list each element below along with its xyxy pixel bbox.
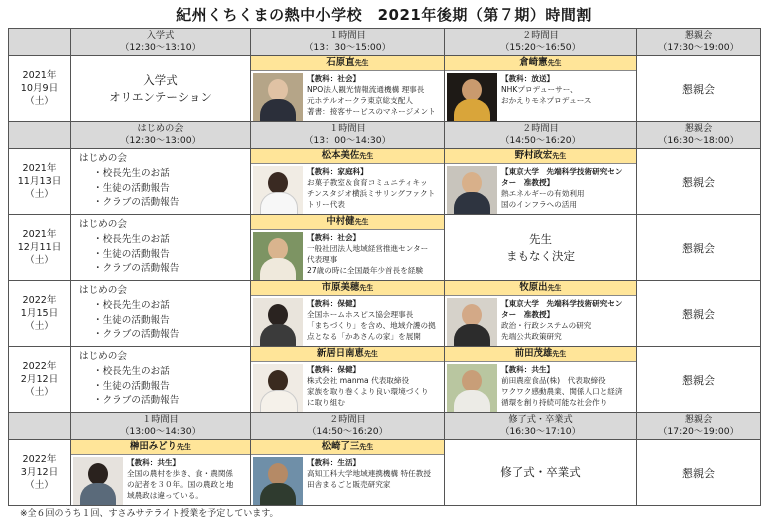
header-entrance: 入学式 （12:30～13:10） xyxy=(71,29,251,56)
opening-agenda: はじめの会 ・校長先生のお話 ・生徒の活動報告 ・クラブの活動報告 xyxy=(71,215,251,281)
konshinkai-cell: 懇親会 xyxy=(637,440,761,506)
teacher-photo xyxy=(253,232,303,280)
teacher-photo xyxy=(447,364,497,412)
header-konshinkai: 懇親会 （17:30～19:00） xyxy=(637,29,761,56)
header-row xyxy=(9,122,761,149)
teacher-tbd-cell: 先生 まもなく決定 xyxy=(445,215,637,281)
page-title: 紀州くちくまの熱中小学校 2021年後期（第７期）時間割 xyxy=(176,6,592,24)
header-opening: はじめの会 （12:30～13:00） xyxy=(71,122,251,149)
header-period-1: １時間目 （13:00～14:30） xyxy=(71,413,251,440)
teacher-photo xyxy=(253,298,303,346)
teacher-photo xyxy=(447,298,497,346)
teacher-name: 松本美佐先生 xyxy=(251,149,444,164)
teacher-name: 新居日南恵先生 xyxy=(251,347,444,362)
date-cell: 2022年 2月12日 （土） xyxy=(9,347,71,413)
teacher-photo xyxy=(253,73,303,121)
entrance-ceremony-cell: 入学式 オリエンテーション xyxy=(71,56,251,122)
header-konshinkai: 懇親会 （16:30～18:00） xyxy=(637,122,761,149)
date-cell: 2021年 12月11日 （土） xyxy=(9,215,71,281)
teacher-name: 中村健先生 xyxy=(251,215,444,230)
lesson-cell: 野村政宏先生 【東京大学 先端科学技術研究セン ター 准教授】 熱エネルギーの有効利用 国のインフラへの活用 xyxy=(445,149,637,215)
footnote: ※全６回のうち１回、すさみサテライト授業を予定しています。 xyxy=(20,509,279,519)
teacher-name: 野村政宏先生 xyxy=(445,149,636,164)
opening-agenda: はじめの会 ・校長先生のお話 ・生徒の活動報告 ・クラブの活動報告 xyxy=(71,347,251,413)
table-row xyxy=(9,149,761,215)
lesson-cell: 石原直先生 【教科：社会】 NPO法人観光情報流通機構 理事長 元ホテルオークラ東京総支配人 著書：接客サービスのマネージメント xyxy=(251,56,445,122)
table-row xyxy=(9,347,761,413)
header-graduation: 修了式・卒業式 （16:30～17:10） xyxy=(445,413,637,440)
lesson-cell: 前田茂雄先生 【教科：共生】 前田農産食品(株) 代表取締役 ワクワク感動農業、関係人口と経済 循環を創り持続可能な社会作り xyxy=(445,347,637,413)
konshinkai-cell: 懇親会 xyxy=(637,56,761,122)
teacher-photo xyxy=(447,73,497,121)
header-period-1: １時間目 （13：00～14:30） xyxy=(251,122,445,149)
header-period-2: ２時間目 （14:50～16:20） xyxy=(251,413,445,440)
header-period-2: ２時間目 （15:20～16:50） xyxy=(445,29,637,56)
lesson-cell: 倉崎憲先生 【教科：放送】 NHKプロデューサー、 おかえりモネプロデュース xyxy=(445,56,637,122)
opening-agenda: はじめの会 ・校長先生のお話 ・生徒の活動報告 ・クラブの活動報告 xyxy=(71,281,251,347)
teacher-name: 榊田みどり先生 xyxy=(71,440,250,455)
teacher-photo xyxy=(253,457,303,505)
opening-agenda: はじめの会 ・校長先生のお話 ・生徒の活動報告 ・クラブの活動報告 xyxy=(71,149,251,215)
lesson-cell: 新居日南恵先生 【教科：保健】 株式会社 manma 代表取締役 家族を取り巻くより良い環境づくり に取り組む xyxy=(251,347,445,413)
teacher-name: 松崎了三先生 xyxy=(251,440,444,455)
schedule-table xyxy=(8,28,761,506)
table-row xyxy=(9,56,761,122)
date-cell: 2022年 1月15日 （土） xyxy=(9,281,71,347)
teacher-name: 牧原出先生 xyxy=(445,281,636,296)
table-row xyxy=(9,281,761,347)
corner-cell xyxy=(9,122,71,149)
lesson-cell: 中村健先生 【教科：社会】 一般社団法人地域経営推進センター 代表理事 27歳の時に全国最年少首長を経験 xyxy=(251,215,445,281)
date-cell: 2021年 11月13日 （土） xyxy=(9,149,71,215)
teacher-name: 前田茂雄先生 xyxy=(445,347,636,362)
teacher-name: 石原直先生 xyxy=(251,56,444,71)
header-konshinkai: 懇親会 （17:20～19:00） xyxy=(637,413,761,440)
lesson-cell: 市原美穂先生 【教科：保健】 全国ホームホスピス協会理事長 「まちづくり」を含め、地域介護の拠 点となる「かあさんの家」を展開 xyxy=(251,281,445,347)
header-period-1: １時間目 （13：30～15:00） xyxy=(251,29,445,56)
corner-cell xyxy=(9,29,71,56)
teacher-photo xyxy=(253,166,303,214)
date-cell: 2022年 3月12日 （土） xyxy=(9,440,71,506)
lesson-cell: 松本美佐先生 【教科：家庭科】 お菓子教室＆食育コミュニティキッ チンスタジオ横浜ミサリングファクト トリー代表 xyxy=(251,149,445,215)
konshinkai-cell: 懇親会 xyxy=(637,215,761,281)
header-period-2: ２時間目 （14:50～16:20） xyxy=(445,122,637,149)
teacher-name: 市原美穂先生 xyxy=(251,281,444,296)
graduation-cell: 修了式・卒業式 xyxy=(445,440,637,506)
teacher-photo xyxy=(253,364,303,412)
corner-cell xyxy=(9,413,71,440)
teacher-photo xyxy=(73,457,123,505)
table-row xyxy=(9,215,761,281)
lesson-cell: 榊田みどり先生 【教科：共生】 全国の農村を歩き、食・農関係 の記者を３０年。国の農政と地 域農政は違っている。 xyxy=(71,440,251,506)
konshinkai-cell: 懇親会 xyxy=(637,281,761,347)
konshinkai-cell: 懇親会 xyxy=(637,149,761,215)
header-row xyxy=(9,29,761,56)
lesson-cell: 松崎了三先生 【教科：生活】 高知工科大学地域連携機構 特任教授 田舎まるごと販売研究家 xyxy=(251,440,445,506)
konshinkai-cell: 懇親会 xyxy=(637,347,761,413)
teacher-name: 倉崎憲先生 xyxy=(445,56,636,71)
header-row xyxy=(9,413,761,440)
date-cell: 2021年 10月9日 （土） xyxy=(9,56,71,122)
table-row xyxy=(9,440,761,506)
lesson-cell: 牧原出先生 【東京大学 先端科学技術研究セン ター 准教授】 政治・行政システムの研究 先端公共政策研究 xyxy=(445,281,637,347)
teacher-photo xyxy=(447,166,497,214)
